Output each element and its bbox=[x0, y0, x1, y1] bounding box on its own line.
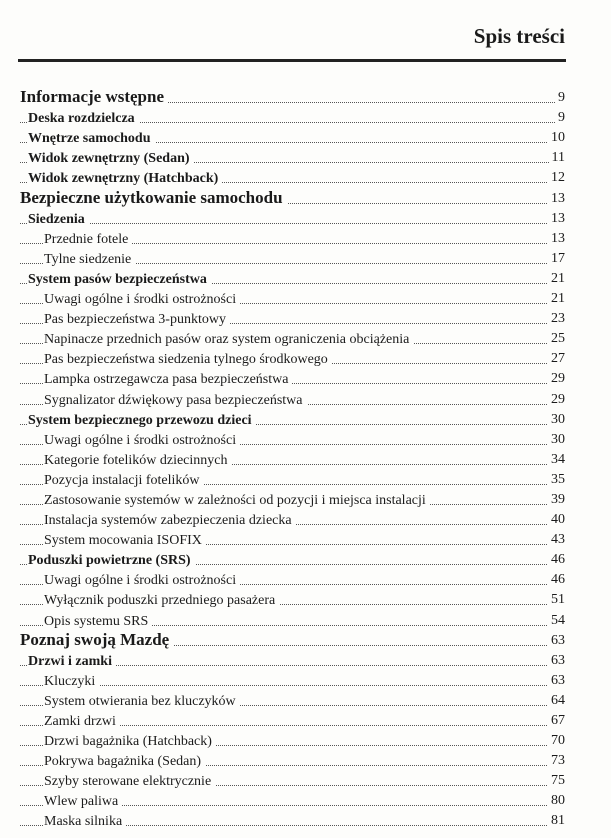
toc-entry-title: Wnętrze samochodu bbox=[28, 131, 155, 147]
toc-entry bbox=[0, 127, 611, 147]
toc-entry-title: Widok zewnętrzny (Hatchback) bbox=[28, 171, 222, 187]
toc-entry-page: 40 bbox=[548, 512, 565, 528]
toc-entry-title: System mocowania ISOFIX bbox=[44, 533, 206, 549]
toc-entry-title: System otwierania bez kluczyków bbox=[44, 694, 240, 710]
toc-entry-page: 35 bbox=[548, 472, 565, 488]
toc-entry bbox=[0, 288, 611, 308]
toc-entry bbox=[0, 509, 611, 529]
toc-entry-title: Poznaj swoją Mazdę bbox=[20, 630, 173, 650]
toc-entry-title: Siedzenia bbox=[28, 212, 89, 228]
toc-entry-page: 34 bbox=[548, 452, 565, 468]
toc-entry bbox=[0, 569, 611, 589]
toc-entry bbox=[0, 549, 611, 569]
toc-entry-page: 9 bbox=[555, 90, 565, 106]
toc-entry bbox=[0, 589, 611, 609]
toc-entry bbox=[0, 268, 611, 288]
toc-entry-page: 75 bbox=[548, 773, 565, 789]
toc-entry bbox=[0, 469, 611, 489]
toc-entry-title: Pozycja instalacji fotelików bbox=[44, 473, 204, 489]
toc-entry-title: Uwagi ogólne i środki ostrożności bbox=[44, 292, 240, 308]
toc-entry bbox=[0, 670, 611, 690]
toc-entry-page: 25 bbox=[548, 331, 565, 347]
toc-entry-title: Zastosowanie systemów w zależności od pozycji i miejsca instalacji bbox=[44, 493, 430, 509]
toc-entry-title: Tylne siedzenie bbox=[44, 252, 135, 268]
toc-entry-title: Wlew paliwa bbox=[44, 794, 122, 810]
toc-entry-title: Kategorie fotelików dziecinnych bbox=[44, 453, 231, 469]
toc-entry-page: 63 bbox=[548, 633, 565, 649]
toc-entry-page: 9 bbox=[555, 110, 565, 126]
toc-entry bbox=[0, 228, 611, 248]
toc-entry-page: 30 bbox=[548, 432, 565, 448]
toc-entry-page: 13 bbox=[548, 231, 565, 247]
toc-entry bbox=[0, 87, 611, 107]
toc-entry-title: Przednie fotele bbox=[44, 232, 132, 248]
toc-entry bbox=[0, 429, 611, 449]
toc-entry bbox=[0, 308, 611, 328]
toc-entry-title: Instalacja systemów zabezpieczenia dziecka bbox=[44, 513, 296, 529]
toc-entry-page: 23 bbox=[548, 311, 565, 327]
toc-entry-title: System pasów bezpieczeństwa bbox=[28, 272, 211, 288]
toc-entry bbox=[0, 167, 611, 187]
toc-entry-title: Wyłącznik poduszki przedniego pasażera bbox=[44, 593, 279, 609]
toc-entry-page: 46 bbox=[548, 572, 565, 588]
toc-entry-title: Opis systemu SRS bbox=[44, 614, 152, 630]
toc-entry bbox=[0, 208, 611, 228]
toc-entry-page: 29 bbox=[548, 392, 565, 408]
toc-entry bbox=[0, 328, 611, 348]
toc-entry bbox=[0, 650, 611, 670]
toc-entry-page: 12 bbox=[548, 170, 565, 186]
toc-entry-title: Lampka ostrzegawcza pasa bezpieczeństwa bbox=[44, 372, 292, 388]
toc-entry-title: Uwagi ogólne i środki ostrożności bbox=[44, 433, 240, 449]
toc-entry-page: 13 bbox=[548, 191, 565, 207]
table-of-contents bbox=[0, 87, 611, 830]
toc-entry-page: 17 bbox=[548, 251, 565, 267]
toc-entry-page: 63 bbox=[548, 673, 565, 689]
toc-entry-page: 63 bbox=[548, 653, 565, 669]
toc-entry-page: 21 bbox=[548, 271, 565, 287]
toc-entry bbox=[0, 609, 611, 629]
toc-entry-page: 11 bbox=[549, 150, 565, 166]
toc-entry-title: Sygnalizator dźwiękowy pasa bezpieczeństwa bbox=[44, 393, 307, 409]
toc-entry bbox=[0, 770, 611, 790]
toc-entry bbox=[0, 107, 611, 127]
toc-entry-page: 29 bbox=[548, 371, 565, 387]
toc-entry-title: Maska silnika bbox=[44, 814, 126, 830]
toc-entry-title: Informacje wstępne bbox=[20, 87, 168, 107]
toc-entry-title: Uwagi ogólne i środki ostrożności bbox=[44, 573, 240, 589]
toc-entry-page: 46 bbox=[548, 552, 565, 568]
toc-entry-title: Kluczyki bbox=[44, 674, 99, 690]
toc-entry bbox=[0, 790, 611, 810]
toc-entry bbox=[0, 449, 611, 469]
toc-entry-title: Szyby sterowane elektrycznie bbox=[44, 774, 215, 790]
toc-entry-title: Pas bezpieczeństwa siedzenia tylnego środkowego bbox=[44, 352, 332, 368]
toc-entry-page: 70 bbox=[548, 733, 565, 749]
toc-entry bbox=[0, 690, 611, 710]
dot-leader bbox=[20, 223, 561, 224]
toc-entry-page: 64 bbox=[548, 693, 565, 709]
header-rule bbox=[18, 59, 566, 62]
toc-entry-title: Pas bezpieczeństwa 3-punktowy bbox=[44, 312, 230, 328]
toc-entry-page: 43 bbox=[548, 532, 565, 548]
toc-entry bbox=[0, 750, 611, 770]
toc-entry-title: Pokrywa bagażnika (Sedan) bbox=[44, 754, 205, 770]
toc-entry bbox=[0, 489, 611, 509]
toc-entry-title: Zamki drzwi bbox=[44, 714, 120, 730]
toc-entry bbox=[0, 810, 611, 830]
toc-entry-page: 10 bbox=[548, 130, 565, 146]
toc-entry-page: 30 bbox=[548, 412, 565, 428]
dot-leader bbox=[20, 685, 561, 686]
toc-entry-page: 73 bbox=[548, 753, 565, 769]
toc-entry-page: 39 bbox=[548, 492, 565, 508]
toc-entry-page: 21 bbox=[548, 291, 565, 307]
toc-entry-page: 13 bbox=[548, 211, 565, 227]
toc-entry-page: 80 bbox=[548, 793, 565, 809]
toc-entry bbox=[0, 388, 611, 408]
toc-entry-page: 81 bbox=[548, 813, 565, 829]
toc-entry-title: System bezpiecznego przewozu dzieci bbox=[28, 413, 256, 429]
toc-entry-page: 27 bbox=[548, 351, 565, 367]
toc-entry-title: Poduszki powietrzne (SRS) bbox=[28, 553, 195, 569]
toc-entry bbox=[0, 529, 611, 549]
page-header-title: Spis treści bbox=[473, 24, 565, 48]
toc-entry-title: Widok zewnętrzny (Sedan) bbox=[28, 151, 194, 167]
toc-entry bbox=[0, 730, 611, 750]
toc-entry bbox=[0, 368, 611, 388]
toc-entry bbox=[0, 409, 611, 429]
toc-entry-title: Bezpieczne użytkowanie samochodu bbox=[20, 188, 287, 208]
toc-entry bbox=[0, 630, 611, 650]
toc-entry-title: Drzwi i zamki bbox=[28, 654, 116, 670]
toc-entry-title: Napinacze przednich pasów oraz system ograniczenia obciążenia bbox=[44, 332, 413, 348]
toc-entry bbox=[0, 187, 611, 207]
toc-entry-page: 67 bbox=[548, 713, 565, 729]
toc-entry bbox=[0, 248, 611, 268]
toc-entry-page: 51 bbox=[548, 592, 565, 608]
toc-entry-title: Drzwi bagażnika (Hatchback) bbox=[44, 734, 216, 750]
toc-entry-title: Deska rozdzielcza bbox=[28, 111, 139, 127]
toc-entry bbox=[0, 147, 611, 167]
toc-entry-page: 54 bbox=[548, 613, 565, 629]
toc-entry bbox=[0, 710, 611, 730]
toc-entry bbox=[0, 348, 611, 368]
